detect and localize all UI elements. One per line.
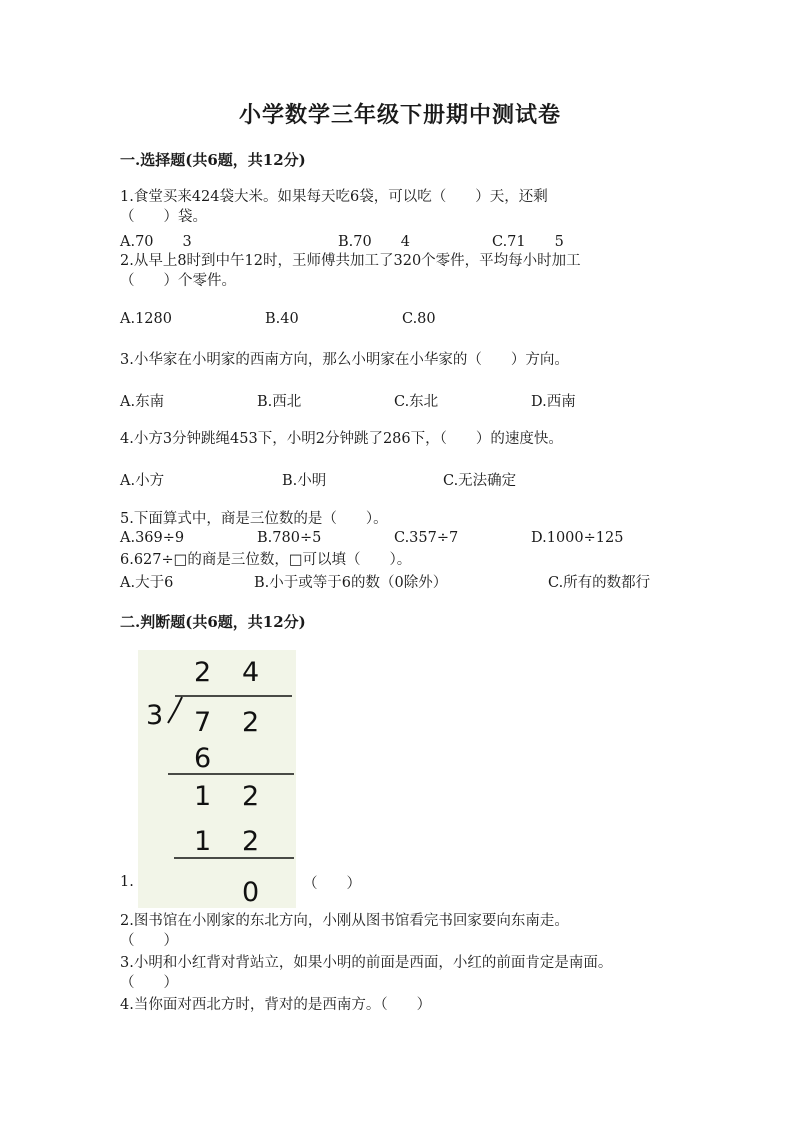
step-digit: 2 — [242, 826, 260, 857]
q5-option-d[interactable]: D.1000÷125 — [531, 530, 624, 546]
q5-line1: 5.下面算式中，商是三位数的是（ ）。 — [120, 511, 388, 527]
step-digit: 1 — [194, 781, 212, 812]
q1-line1: 1.食堂买来424袋大米。如果每天吃6袋，可以吃（ ）天，还剩 — [120, 189, 548, 205]
q3-option-b[interactable]: B.西北 — [257, 394, 302, 410]
section-heading-judge: 二.判断题(共6题，共12分) — [120, 613, 306, 631]
q1-option-b[interactable]: B.70 4 — [338, 234, 410, 250]
q2-option-a[interactable]: A.1280 — [120, 311, 172, 327]
judge-q2-answer-blank[interactable]: （ ） — [120, 933, 178, 949]
q1-option-a[interactable]: A.70 3 — [120, 234, 192, 250]
q2-option-b[interactable]: B.40 — [265, 311, 299, 327]
q3-option-d[interactable]: D.西南 — [531, 394, 576, 410]
q5-option-c[interactable]: C.357÷7 — [394, 530, 459, 546]
quotient-digit: 2 — [194, 657, 212, 688]
q2-line2: （ ）个零件。 — [120, 273, 236, 289]
q3-option-c[interactable]: C.东北 — [394, 394, 439, 410]
q4-option-b[interactable]: B.小明 — [282, 473, 327, 489]
q6-option-c[interactable]: C.所有的数都行 — [548, 575, 651, 591]
q4-option-c[interactable]: C.无法确定 — [443, 473, 517, 489]
judge-q3-answer-blank[interactable]: （ ） — [120, 975, 178, 991]
step-digit: 2 — [242, 781, 260, 812]
q6-option-a[interactable]: A.大于6 — [120, 575, 174, 591]
judge-q2-line1: 2.图书馆在小刚家的东北方向，小刚从图书馆看完书回家要向东南走。 — [120, 913, 569, 929]
judge-q1-number: 1. — [120, 874, 134, 890]
q4-option-a[interactable]: A.小方 — [120, 473, 165, 489]
q4-line1: 4.小方3分钟跳绳453下，小明2分钟跳了286下，（ ）的速度快。 — [120, 431, 563, 447]
q3-option-a[interactable]: A.东南 — [120, 394, 165, 410]
q5-option-a[interactable]: A.369÷9 — [120, 530, 185, 546]
judge-q3-line1: 3.小明和小红背对背站立，如果小明的前面是西面，小红的前面肯定是南面。 — [120, 955, 613, 971]
q6-option-b[interactable]: B.小于或等于6的数（0除外） — [254, 575, 448, 591]
judge-q1-answer-blank[interactable]: （ ） — [303, 876, 361, 892]
step-digit: 6 — [194, 743, 212, 774]
step-digit: 1 — [194, 826, 212, 857]
dividend-digit: 2 — [242, 707, 260, 738]
q3-line1: 3.小华家在小明家的西南方向，那么小明家在小华家的（ ）方向。 — [120, 352, 569, 368]
q1-option-c[interactable]: C.71 5 — [492, 234, 564, 250]
page-title: 小学数学三年级下册期中测试卷 — [238, 102, 561, 128]
q6-line1: 6.627÷□的商是三位数，□可以填（ ）。 — [120, 552, 412, 568]
quotient-digit: 4 — [242, 657, 260, 688]
divisor-digit: 3 — [146, 700, 164, 731]
dividend-digit: 7 — [194, 707, 212, 738]
remainder-digit: 0 — [242, 877, 260, 908]
judge-q4-line1: 4.当你面对西北方时，背对的是西南方。（ ） — [120, 997, 432, 1013]
q5-option-b[interactable]: B.780÷5 — [257, 530, 322, 546]
q2-line1: 2.从早上8时到中午12时，王师傅共加工了320个零件，平均每小时加工 — [120, 253, 581, 269]
q2-option-c[interactable]: C.80 — [402, 311, 436, 327]
q1-line2: （ ）袋。 — [120, 209, 207, 225]
division-bracket-curve — [168, 697, 182, 723]
section-heading-choice: 一.选择题(共6题，共12分) — [120, 151, 306, 169]
long-division-image — [138, 650, 296, 908]
